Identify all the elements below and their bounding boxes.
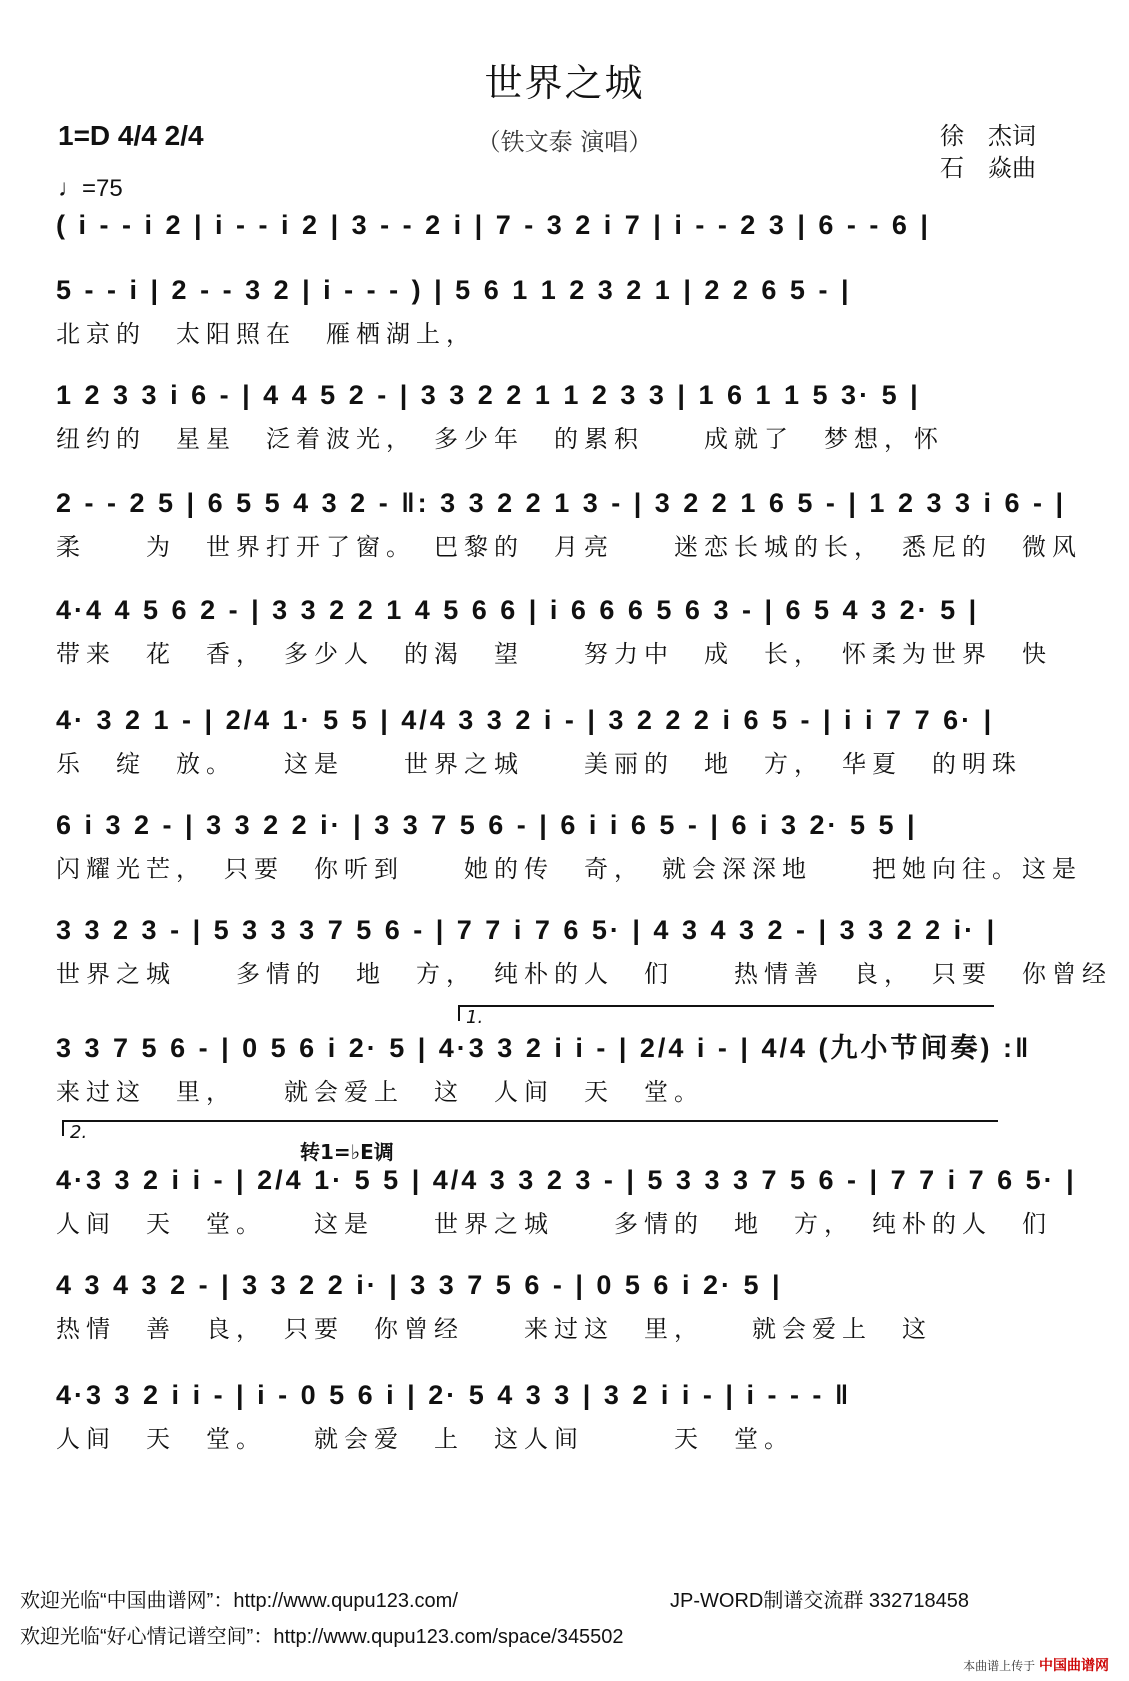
score-row-lyrics: 带来 花 香， 多少人 的渴 望 努力中 成 长， 怀柔为世界 快 bbox=[56, 640, 1052, 668]
volta-first-ending: 1. bbox=[458, 1005, 994, 1021]
score-row-notes: 3 3 2 3 - | 5 3 3 3 7 5 6 - | 7 7 i 7 6 5· | 4 3 4 3 2 - | 3 3 2 2 i· | bbox=[56, 915, 998, 945]
key-signature: 1=D 4/4 2/4 bbox=[58, 120, 204, 151]
score-row-lyrics: 纽约的 星星 泛着波光， 多少年 的累积 成就了 梦想，怀 bbox=[56, 425, 944, 453]
score-row-lyrics: 人间 天 堂。 这是 世界之城 多情的 地 方， 纯朴的人 们 bbox=[56, 1210, 1052, 1238]
tempo-marking: ♩=75 bbox=[58, 175, 123, 202]
score-row-lyrics: 世界之城 多情的 地 方， 纯朴的人 们 热情善 良， 只要 你曾经 bbox=[56, 960, 1112, 988]
composer-credit: 石 焱曲 bbox=[940, 154, 1036, 182]
score-row-lyrics: 乐 绽 放。 这是 世界之城 美丽的 地 方， 华夏 的明珠 bbox=[56, 750, 1022, 778]
lyricist-credit: 徐 杰词 bbox=[940, 122, 1036, 150]
score-row-notes: 4· 3 2 1 - | 2/4 1· 5 5 | 4/4 3 3 2 i - | 3 2 2 2 i 6 5 - | i i 7 7 6· | bbox=[56, 705, 995, 735]
score-row-notes: 5 - - i | 2 - - 3 2 | i - - - ) | 5 6 1 1 2 3 2 1 | 2 2 6 5 - | bbox=[56, 275, 852, 305]
score-row-notes: ( i - - i 2 | i - - i 2 | 3 - - 2 i | 7 - 3 2 i 7 | i - - 2 3 | 6 - - 6 | bbox=[56, 210, 931, 240]
score-row-notes: 3 3 7 5 6 - | 0 5 6 i 2· 5 | 4·3 3 2 i i - | 2/4 i - | 4/4 (九小节间奏) :‖ bbox=[56, 1033, 1032, 1063]
score-row-lyrics: 热情 善 良， 只要 你曾经 来过这 里， 就会爱上 这 bbox=[56, 1315, 932, 1343]
footer-link-qupu[interactable]: 欢迎光临“中国曲谱网”：http://www.qupu123.com/ bbox=[20, 1590, 458, 1612]
score-row-lyrics: 北京的 太阳照在 雁栖湖上， bbox=[56, 320, 476, 348]
score-row-notes: 4 3 4 3 2 - | 3 3 2 2 i· | 3 3 7 5 6 - | 0 5 6 i 2· 5 | bbox=[56, 1270, 783, 1300]
volta-second-ending: 2. bbox=[62, 1120, 998, 1136]
score-row-notes: 4·3 3 2 i i - | i - 0 5 6 i | 2· 5 4 3 3 | 3 2 i i - | i - - - ‖ bbox=[56, 1380, 852, 1410]
brand-watermark bbox=[963, 1655, 1109, 1675]
score-row-notes: 1 2 3 3 i 6 - | 4 4 5 2 - | 3 3 2 2 1 1 2 3 3 | 1 6 1 1 5 3· 5 | bbox=[56, 380, 921, 410]
brand-prefix: 本曲谱上传于 bbox=[963, 1659, 1036, 1673]
page-title: 世界之城 bbox=[484, 61, 645, 105]
brand-name: 中国曲谱网 bbox=[1039, 1658, 1109, 1674]
score-row-lyrics: 人间 天 堂。 就会爱 上 这人间 天 堂。 bbox=[56, 1425, 794, 1453]
score-row-lyrics: 柔 为 世界打开了窗。 巴黎的 月亮 迷恋长城的长， 悉尼的 微风 bbox=[56, 533, 1082, 561]
score-row-lyrics: 来过这 里， 就会爱上 这 人间 天 堂。 bbox=[56, 1078, 704, 1106]
score-row-notes: 4·3 3 2 i i - | 2/4 1· 5 5 | 4/4 3 3 2 3 - | 5 3 3 3 7 5 6 - | 7 7 i 7 6 5· | bbox=[56, 1165, 1077, 1195]
score-row-lyrics: 闪耀光芒， 只要 你听到 她的传 奇， 就会深深地 把她向往。这是 bbox=[56, 855, 1082, 883]
score-row-notes: 2 - - 2 5 | 6 5 5 4 3 2 - ‖: 3 3 2 2 1 3 - | 3 2 2 1 6 5 - | 1 2 3 3 i 6 - | bbox=[56, 488, 1067, 518]
score-row-notes: 6 i 3 2 - | 3 3 2 2 i· | 3 3 7 5 6 - | 6 i i 6 5 - | 6 i 3 2· 5 5 | bbox=[56, 810, 918, 840]
performer-credit: （铁文泰 演唱） bbox=[476, 128, 653, 156]
score-row-notes: 4·4 4 5 6 2 - | 3 3 2 2 1 4 5 6 6 | i 6 6 6 5 6 3 - | 6 5 4 3 2· 5 | bbox=[56, 595, 980, 625]
footer-group-info: JP-WORD制谱交流群 332718458 bbox=[670, 1590, 969, 1612]
modulation-marking: 转1=♭E调 bbox=[300, 1140, 394, 1164]
footer-link-space[interactable]: 欢迎光临“好心情记谱空间”：http://www.qupu123.com/space/345502 bbox=[20, 1626, 624, 1648]
credits bbox=[940, 120, 1036, 184]
